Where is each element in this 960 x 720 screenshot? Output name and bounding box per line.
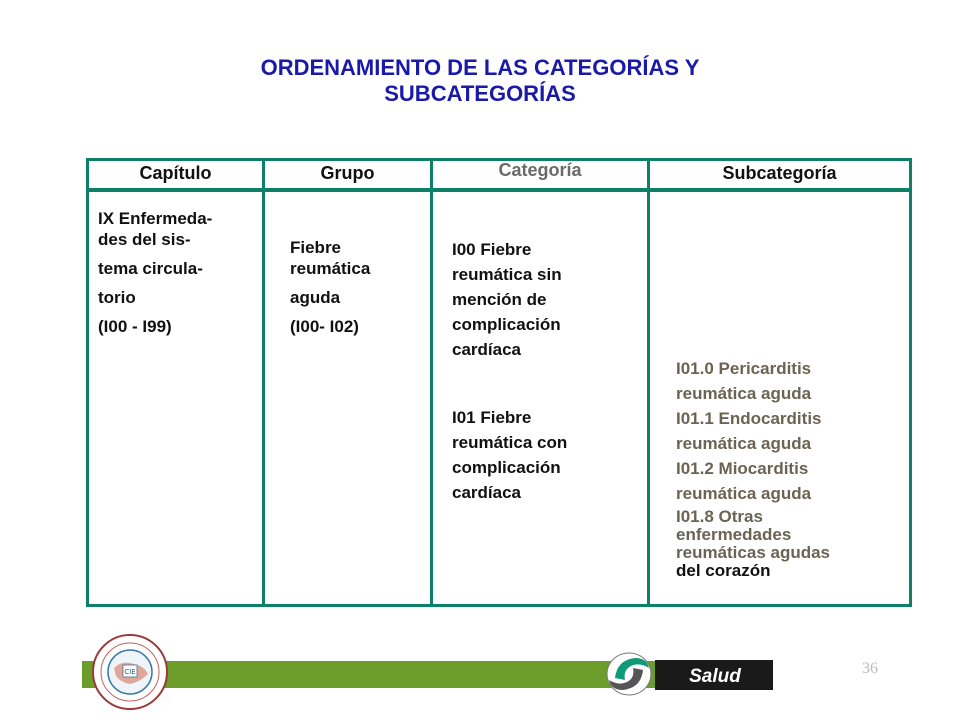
capitulo-line: torio <box>98 288 136 307</box>
grupo-line: reumática <box>290 259 371 278</box>
cie-seal-logo <box>90 632 170 712</box>
subcategoria-line: reumática aguda <box>676 434 812 453</box>
categoria-line: reumática sin <box>452 265 562 284</box>
grupo-line: aguda <box>290 288 341 307</box>
subcategoria-line: I01.0 Pericarditis <box>676 359 812 378</box>
column-divider <box>262 158 265 607</box>
capitulo-line: des del sis- <box>98 230 191 249</box>
salud-logo <box>605 650 775 698</box>
column-divider <box>647 158 650 607</box>
header-subcategoria: Subcategoría <box>722 163 837 183</box>
categoria-line: cardíaca <box>452 483 521 502</box>
header-categoria: Categoría <box>498 160 582 180</box>
slide-title-line-2: SUBCATEGORÍAS <box>384 81 576 106</box>
cell-grupo <box>290 237 370 337</box>
subcategoria-line: I01.1 Endocarditis <box>676 409 822 428</box>
capitulo-line: tema circula- <box>98 259 203 278</box>
categoria-line: I01 Fiebre <box>452 408 532 427</box>
salud-logo-text: Salud <box>689 666 741 687</box>
grupo-line: (I00- I02) <box>290 317 359 336</box>
header-separator <box>86 188 912 192</box>
subcategoria-line: del corazón <box>676 561 771 580</box>
header-capitulo: Capítulo <box>139 163 212 183</box>
grupo-line: Fiebre <box>290 238 342 257</box>
cell-capitulo <box>98 208 212 337</box>
cell-subcategoria <box>676 358 830 580</box>
categoria-line: cardíaca <box>452 340 521 359</box>
categoria-line: mención de <box>452 290 547 309</box>
page-number: 36 <box>862 660 878 677</box>
slide-title <box>180 55 780 107</box>
categoria-line: complicación <box>452 315 561 334</box>
cell-categoria-i00 <box>452 237 562 362</box>
subcategoria-line: reumáticas agudas <box>676 543 831 562</box>
categoria-line: I00 Fiebre <box>452 240 532 259</box>
capitulo-line: IX Enfermeda- <box>98 209 213 228</box>
capitulo-line: (I00 - I99) <box>98 317 172 336</box>
column-divider <box>430 158 433 607</box>
cell-categoria-i01 <box>452 405 567 505</box>
slide-title-line-1: ORDENAMIENTO DE LAS CATEGORÍAS Y <box>260 55 700 80</box>
subcategoria-line: I01.8 Otras <box>676 507 763 526</box>
header-grupo: Grupo <box>320 163 375 183</box>
seal-text: CIE <box>124 668 136 676</box>
subcategoria-line: I01.2 Miocarditis <box>676 459 809 478</box>
subcategoria-line: reumática aguda <box>676 384 812 403</box>
categoria-line: reumática con <box>452 433 568 452</box>
categoria-line: complicación <box>452 458 561 477</box>
subcategoria-line: reumática aguda <box>676 484 812 503</box>
subcategoria-line: enfermedades <box>676 525 792 544</box>
